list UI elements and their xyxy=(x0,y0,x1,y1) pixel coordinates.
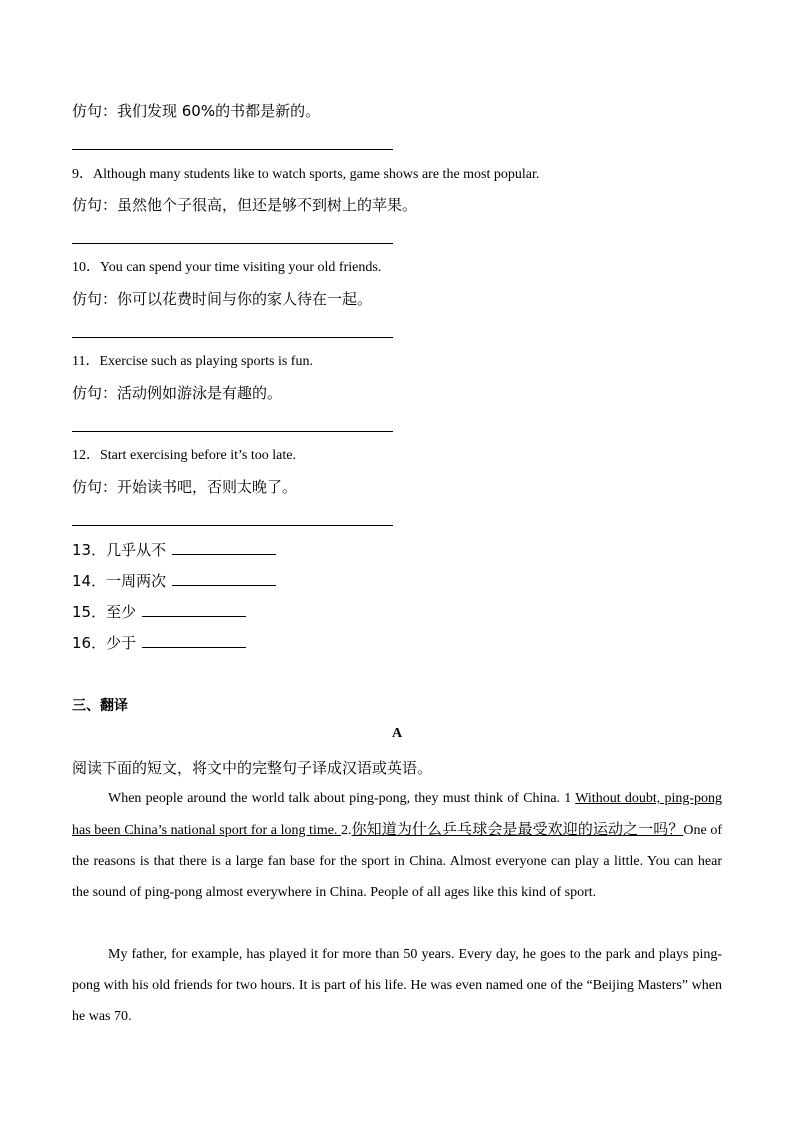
fill-label: 16．少于 xyxy=(72,634,137,652)
fill-blank[interactable] xyxy=(172,540,276,555)
fill-item-16 xyxy=(72,633,246,653)
fill-blank[interactable] xyxy=(142,633,246,648)
imitation-prompt-10: 仿句：你可以花费时间与你的家人待在一起。 xyxy=(72,290,373,308)
passage-text: My father, for example, has played it for more than 50 years. Every day, he goes to the park and plays ping-pong with his old friends for two hours. It is part of his life. He was even named one of the “Beijing Masters” when he was 70. xyxy=(72,947,722,1024)
fill-blank[interactable] xyxy=(142,602,246,617)
underlined-sentence-1: Without doubt, ping-pong has been China’s national sport for a long time. xyxy=(72,791,722,838)
fill-item-13 xyxy=(72,540,276,560)
passage-text: One of the reasons is that there is a large fan base for the sport in China. Almost everyone can play a little. You can hear the sound of ping-pong almost everywhere in China. People of all ages like this kind of sport. xyxy=(72,823,722,900)
fill-item-15 xyxy=(72,602,246,622)
answer-line-11[interactable] xyxy=(72,431,393,432)
passage-paragraph-2 xyxy=(72,939,722,1032)
imitation-prompt-12: 仿句：开始读书吧，否则太晚了。 xyxy=(72,478,298,496)
passage-text: When people around the world talk about ping-pong, they must think of China. 1 xyxy=(108,791,576,806)
underlined-sentence-2: 你知道为什么乒乓球会是最受欢迎的运动之一吗？ xyxy=(351,820,684,838)
answer-line-10[interactable] xyxy=(72,337,393,338)
fill-label: 13．几乎从不 xyxy=(72,541,167,559)
answer-line-12[interactable] xyxy=(72,525,393,526)
passage-text: 2. xyxy=(341,823,352,838)
sentence-9: 9．Although many students like to watch sports, game shows are the most popular. xyxy=(72,167,540,182)
sentence-10: 10．You can spend your time visiting your old friends. xyxy=(72,260,382,275)
fill-label: 14．一周两次 xyxy=(72,572,167,590)
part-label: A xyxy=(391,726,403,741)
fill-blank[interactable] xyxy=(172,571,276,586)
fill-label: 15．至少 xyxy=(72,603,137,621)
sentence-12: 12．Start exercising before it’s too late. xyxy=(72,448,296,463)
sentence-11: 11．Exercise such as playing sports is fun. xyxy=(72,354,313,369)
passage-paragraph-1 xyxy=(72,783,722,908)
instruction-text: 阅读下面的短文，将文中的完整句子译成汉语或英语。 xyxy=(72,759,433,777)
answer-line-8[interactable] xyxy=(72,149,393,150)
imitation-prompt-9: 仿句：虽然他个子很高，但还是够不到树上的苹果。 xyxy=(72,196,418,214)
imitation-prompt-11: 仿句：活动例如游泳是有趣的。 xyxy=(72,384,283,402)
section-title: 三、翻译 xyxy=(72,698,128,714)
fill-item-14 xyxy=(72,571,276,591)
answer-line-9[interactable] xyxy=(72,243,393,244)
imitation-prompt-8: 仿句：我们发现 60%的书都是新的。 xyxy=(72,102,321,120)
